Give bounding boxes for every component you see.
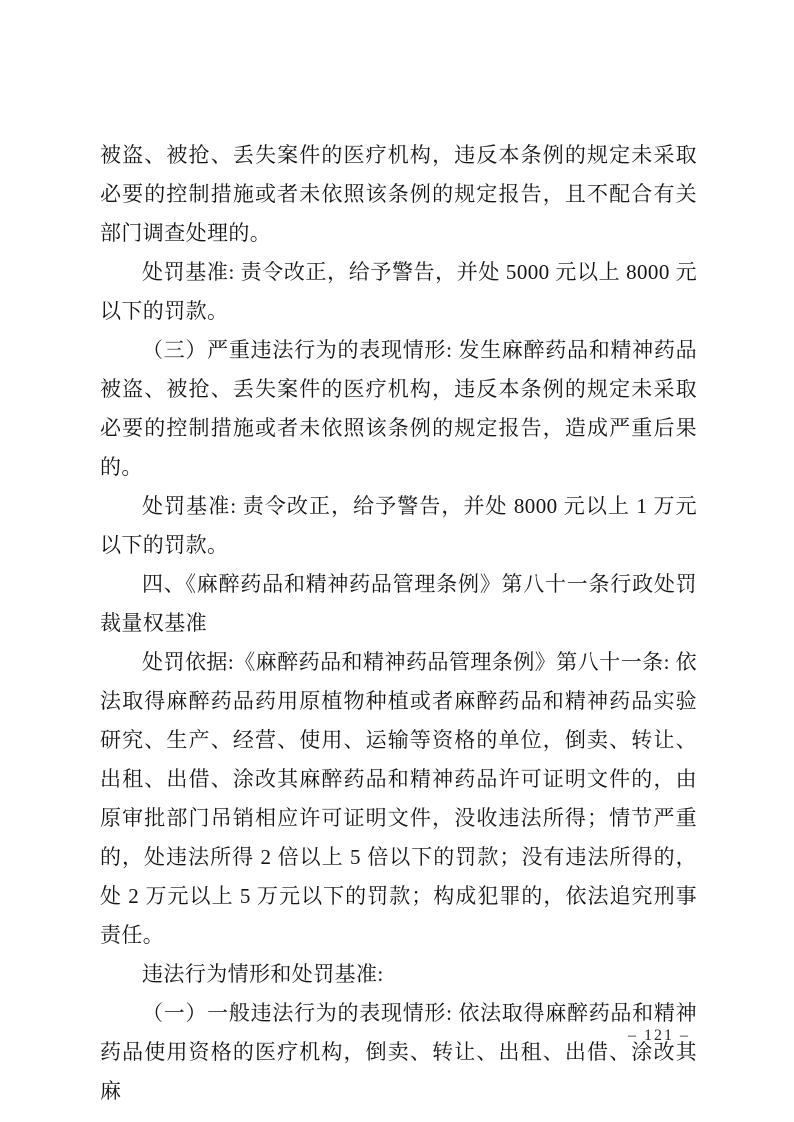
paragraph-penalty-standard: 处罚基准: 责令改正，给予警告，并处 5000 元以上 8000 元以下的罚款。: [100, 260, 697, 323]
document-body: [100, 136, 697, 1111]
subsection-heading-violation-standards: 违法行为情形和处罚基准:: [142, 962, 384, 986]
page-number: – 121 –: [628, 1027, 690, 1044]
paragraph-serious-violation: （三）严重违法行为的表现情形: 发生麻醉药品和精神药品被盗、被抢、丢失案件的医疗机构，违反本条例的规定未采取必要的控制措施或者未依照该条例的规定报告，造成严重后果的。: [100, 338, 697, 479]
paragraph-penalty-standard: 处罚基准: 责令改正，给予警告，并处 8000 元以上 1 万元以下的罚款。: [100, 494, 697, 557]
section-heading-article-81: 四、《麻醉药品和精神药品管理条例》第八十一条行政处罚裁量权基准: [100, 572, 697, 635]
paragraph-penalty-basis: 处罚依据:《麻醉药品和精神药品管理条例》第八十一条: 依法取得麻醉药品药用原植物种植或者麻醉药品和精神药品实验研究、生产、经营、使用、运输等资格的单位，倒卖、转让、出租、出借、涂改其麻醉药品和精神药品许可证明文件的，由原审批部门吊销相应许可证明文件，没收违法所得；情节严重的，处违法所得 2 倍以上 5 倍以下的罚款；没有违法所得的，处 2 万元以上 5 万元以下的罚款；构成犯罪的，依法追究刑事责任。: [100, 650, 697, 947]
paragraph-general-violation: （一）一般违法行为的表现情形: 依法取得麻醉药品和精神药品使用资格的医疗机构，倒卖、转让、出租、出借、涂改其麻: [100, 1001, 697, 1103]
paragraph-continuation: 被盗、被抢、丢失案件的医疗机构，违反本条例的规定未采取必要的控制措施或者未依照该条例的规定报告，且不配合有关部门调查处理的。: [100, 143, 697, 245]
